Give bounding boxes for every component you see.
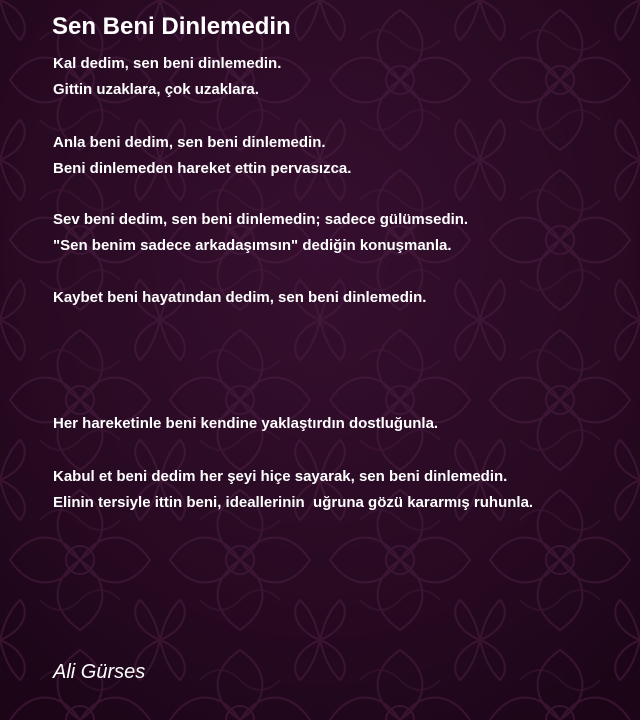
poem-line: Gittin uzaklara, çok uzaklara. [53, 81, 259, 98]
poem-line: Sev beni dedim, sen beni dinlemedin; sadece gülümsedin. [53, 211, 469, 228]
poem-line: Beni dinlemeden hareket ettin pervasızca. [53, 160, 352, 177]
poem-line: "Sen benim sadece arkadaşımsın" dediğin konuşmanla. [53, 237, 452, 254]
poem-line: Elinin tersiyle ittin beni, ideallerinin uğruna gözü kararmış ruhunla. [53, 494, 534, 511]
poem-line: Kaybet beni hayatından dedim, sen beni dinlemedin. [53, 289, 427, 306]
poem-line: Kal dedim, sen beni dinlemedin. [53, 55, 282, 72]
poem-author: Ali Gürses [53, 661, 146, 683]
poem-line: Her hareketinle beni kendine yaklaştırdın dostluğunla. [53, 415, 439, 432]
poem-line: Kabul et beni dedim her şeyi hiçe sayarak, sen beni dinlemedin. [53, 468, 508, 485]
poem-title: Sen Beni Dinlemedin [52, 13, 291, 40]
poem-line: Anla beni dedim, sen beni dinlemedin. [53, 134, 326, 151]
